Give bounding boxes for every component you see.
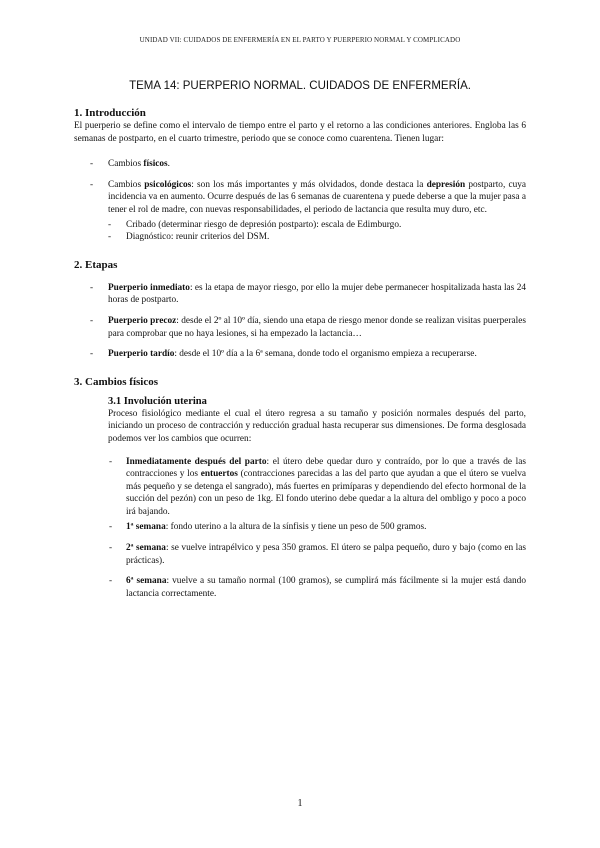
involucion-list bbox=[74, 456, 526, 601]
sublist-item-diagnostico: - Diagnóstico: reunir criterios del DSM. bbox=[74, 231, 526, 244]
list-item-inmediatamente: - Inmediatamente después del parto: el útero debe quedar duro y contraído, por lo que a través de las contracciones y los entuertos (contracciones parecidas a las del parto que ayudan a que el útero se vuelva más pequeño y se detenga el sangrado), más fuertes en primíparas y dependiendo del efecto hormonal de la succión del pezón) con un peso de 1kg. El fondo uterino debe quedar a la altura del ombligo y poco a poco irá bajando. bbox=[74, 456, 526, 519]
changes-list bbox=[74, 158, 526, 244]
running-header: UNIDAD VII: CUIDADOS DE ENFERMERÍA EN EL PARTO Y PUERPERIO NORMAL Y COMPLICADO bbox=[139, 36, 461, 44]
involucion-paragraph: Proceso fisiológico mediante el cual el útero regresa a su tamaño y posición normales después del parto, iniciando un proceso de contracción y reducción gradual hasta recuperar sus dimensiones. De forma desglosada podemos ver los cambios que ocurren: bbox=[108, 408, 526, 444]
page-title: TEMA 14: PUERPERIO NORMAL. CUIDADOS DE ENFERMERÍA. bbox=[129, 80, 471, 92]
page-number: 1 bbox=[297, 798, 303, 809]
list-item-1-semana: - 1ª semana: fondo uterino a la altura de la sínfisis y tiene un peso de 500 gramos. bbox=[74, 521, 526, 534]
stages-list bbox=[74, 282, 526, 361]
subsection-involucion bbox=[108, 395, 526, 446]
list-item-puerperio-precoz: - Puerperio precoz: desde el 2º al 10º día, siendo una etapa de riesgo menor donde se realizan visitas puerperales para comprobar que no haya lesiones, si ha empezado la lactancia… bbox=[74, 315, 526, 340]
document-body bbox=[74, 106, 526, 600]
intro-paragraph: El puerperio se define como el intervalo de tiempo entre el parto y el retorno a las condiciones anteriores. Engloba las 6 semanas de postparto, en el cuarto trimestre, periodo que se conoce como cuarentena. Tienen lugar: bbox=[74, 121, 526, 144]
list-item-cambios-fisicos: - Cambios físicos. bbox=[74, 158, 526, 171]
section-heading-etapas: 2. Etapas bbox=[74, 258, 118, 271]
section-heading-cambios-fisicos: 3. Cambios físicos bbox=[74, 375, 159, 388]
sublist-item-cribado: - Cribado (determinar riesgo de depresión postparto): escala de Edimburgo. bbox=[74, 219, 526, 232]
psych-sublist bbox=[74, 219, 526, 244]
section-heading-introduccion: 1. Introducción bbox=[74, 107, 146, 119]
list-item-puerperio-inmediato: - Puerperio inmediato: es la etapa de mayor riesgo, por ello la mujer debe permanecer hospitalizada hasta las 24 horas de postparto. bbox=[74, 282, 526, 307]
list-item-6-semana: - 6ª semana: vuelve a su tamaño normal (100 gramos), se cumplirá más fácilmente si la mujer está dando lactancia correctamente. bbox=[74, 575, 526, 600]
list-item-2-semana: - 2ª semana: se vuelve intrapélvico y pesa 350 gramos. El útero se palpa pequeño, duro y bajo (como en las prácticas). bbox=[74, 542, 526, 567]
list-item-cambios-psicologicos: - Cambios psicológicos: son los más importantes y más olvidados, donde destaca la depresión postparto, cuya incidencia va en aumento. Ocurre después de las 6 semanas de cuarentena y puede deberse a que la mujer pasa a tener el rol de madre, con nuevas responsabilidades, el periodo de lactancia que resulta muy duro, etc. - Cribado (determinar riesgo de depresión postparto): escala de Edimburgo. - Diagnóstico: reunir criterios del DSM. bbox=[74, 179, 526, 244]
list-item-puerperio-tardio: - Puerperio tardío: desde el 10º día a la 6ª semana, donde todo el organismo empieza a recuperarse. bbox=[74, 348, 526, 361]
subsection-heading-involucion: 3.1 Involución uterina bbox=[108, 395, 207, 407]
